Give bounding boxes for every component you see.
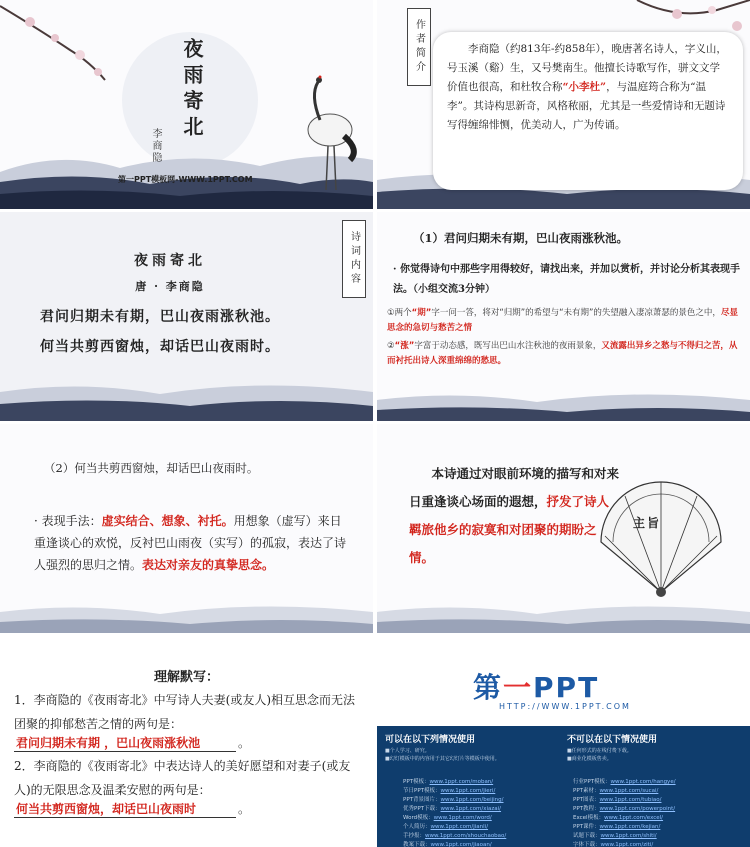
fan-icon <box>601 482 721 597</box>
answer-1-highlight: 尽显思念的急切与愁苦之情 <box>387 308 738 333</box>
bio-text-2: ，与温庭筠合称为“温李”。其诗构思新奇，风格秾丽，尤其是一些爱情诗和无题诗写得缠绵悱恻，优美动人，广为传诵。 <box>447 81 726 131</box>
slide-analysis-1[interactable] <box>377 212 750 421</box>
allowed-note: ■个人学习、研究。 <box>385 748 430 754</box>
slide-author: 李商隐 <box>150 128 161 164</box>
dictation-question-2: 2．李商隐的《夜雨寄北》中表达诗人的美好愿望和对妻子(或友人)的无限思念及温柔安慰的两句是： <box>14 759 351 797</box>
theme-text-plain: 本诗通过对眼前环境的描写和对来日重逢谈心场面的遐想， <box>409 466 620 509</box>
link-row[interactable]: 教案下载：www.1ppt.com/jiaoan/ <box>403 842 492 847</box>
link-row[interactable]: 行业PPT模板：www.1ppt.com/hangye/ <box>573 779 676 785</box>
slide-title-text: 夜雨寄北 <box>180 38 204 142</box>
link-row[interactable]: 节日PPT模板：www.1ppt.com/jieri/ <box>403 788 496 794</box>
link-row[interactable]: PPT背景图片：www.1ppt.com/beijing/ <box>403 797 504 803</box>
disallowed-title: 不可以在以下情况使用 <box>567 735 658 745</box>
analysis-text: 用想象（虚写）来日重逢谈心的欢悦，反衬巴山雨夜（实写）的孤寂，表达了诗人强烈的思归之情。 <box>34 514 347 572</box>
slide-author-intro[interactable] <box>377 0 750 209</box>
analysis-conclusion: 表达对亲友的真挚思念。 <box>142 558 275 572</box>
dictation-end-mark-2: 。 <box>238 802 251 816</box>
link-row[interactable]: PPT图表：www.1ppt.com/tubiao/ <box>573 797 662 803</box>
bio-text-1: 李商隐（约813年-约858年），晚唐著名诗人，字义山，号玉溪（谿）生，又号樊南生。他擅长诗歌写作，骈文文学价值也很高，和杜牧合称 <box>447 43 727 93</box>
slide-brand[interactable] <box>377 636 750 847</box>
answer-1 <box>387 306 743 336</box>
link-row[interactable]: 个人简历：www.1ppt.com/jianli/ <box>403 824 489 830</box>
theme-text <box>409 460 619 572</box>
poem-line-2: 何当共剪西窗烛，却话巴山夜雨时。 <box>40 339 280 355</box>
section-tag: 作者简介 <box>407 8 431 86</box>
answer-2-text: 字富于动态感，既写出巴山水注秋池的夜雨景象， <box>414 341 602 351</box>
logo-part-2: 一 <box>503 671 534 704</box>
fan-label: 主旨 <box>633 516 662 530</box>
answer-1-word: “期” <box>411 308 432 318</box>
poem-title: 夜雨寄北 <box>134 253 206 269</box>
links-left <box>403 778 583 847</box>
disallowed-usage <box>567 732 747 763</box>
analysis-heading: （2）何当共剪西窗烛，却话巴山夜雨时。 <box>44 461 259 475</box>
dictation-answer-1[interactable]: 君问归期未有期 ，巴山夜雨涨秋池 <box>14 734 236 752</box>
section-tag: 诗词内容 <box>342 220 366 298</box>
allowed-title: 可以在以下列情况使用 <box>385 735 476 745</box>
technique-highlight: 虚实结合、想象、衬托。 <box>101 514 234 528</box>
slide-footer-brand: 第一PPT模板网-WWW.1PPT.COM <box>118 175 253 184</box>
disallowed-note: ■商业化模板售卖。 <box>567 756 612 762</box>
slide-title[interactable] <box>0 0 373 209</box>
theme-text-highlight: 抒发了诗人羁旅他乡的寂寞和对团聚的期盼之情。 <box>409 494 610 565</box>
poem-author: 唐 · 李商隐 <box>135 280 205 293</box>
link-row[interactable]: 手抄报：www.1ppt.com/shouchaobao/ <box>403 833 507 839</box>
brand-header <box>377 636 750 726</box>
link-row[interactable]: Excel模板：www.1ppt.com/excel/ <box>573 815 664 821</box>
answer-1-prefix: ①两个 <box>387 308 412 318</box>
logo-part-1: 第 <box>473 671 504 704</box>
slide-dictation[interactable] <box>0 636 373 847</box>
brand-logo <box>473 666 599 706</box>
allowed-usage <box>385 732 565 763</box>
analysis-question: · 你觉得诗句中那些字用得较好，请找出来，并加以赏析，并讨论分析其表现手法。（小组交流3分钟） <box>393 264 740 295</box>
link-row[interactable]: PPT素材：www.1ppt.com/sucai/ <box>573 788 659 794</box>
dictation-end-mark-1: 。 <box>238 736 251 750</box>
answer-2-prefix: ② <box>387 341 395 351</box>
dictation-answer-2[interactable]: 何当共剪西窗烛，却话巴山夜雨时 <box>14 800 236 818</box>
links-right <box>573 778 750 847</box>
link-row[interactable]: 字体下载：www.1ppt.com/ziti/ <box>573 842 654 847</box>
bio-card <box>433 32 743 190</box>
brand-url[interactable]: HTTP://WWW.1PPT.COM <box>499 702 631 711</box>
link-row[interactable]: PPT课件：www.1ppt.com/kejian/ <box>573 824 661 830</box>
link-row[interactable]: PPT模板：www.1ppt.com/moban/ <box>403 779 494 785</box>
analysis-body <box>34 510 350 576</box>
allowed-note: ■幻灯模板中的内容用于其它幻灯片等模板中使用。 <box>385 756 500 762</box>
poem-line-1: 君问归期未有期，巴山夜雨涨秋池。 <box>40 309 280 325</box>
link-row[interactable]: 优秀PPT下载：www.1ppt.com/xiazai/ <box>403 806 502 812</box>
analysis-answers <box>387 306 743 372</box>
logo-part-3: PPT <box>533 671 600 704</box>
bio-highlight: “小李杜” <box>562 81 607 93</box>
technique-label: · 表现手法： <box>34 514 102 528</box>
link-row[interactable]: 试题下载：www.1ppt.com/shiti/ <box>573 833 657 839</box>
slide-poem[interactable] <box>0 212 373 421</box>
answer-2-highlight: 又流露出异乡之愁与不得归之苦，从而衬托出诗人深重绵绵的愁思。 <box>387 341 738 366</box>
analysis-heading: （1）君问归期未有期，巴山夜雨涨秋池。 <box>413 231 628 245</box>
slide-analysis-2[interactable] <box>0 424 373 633</box>
link-row[interactable]: PPT教程：www.1ppt.com/powerpoint/ <box>573 806 676 812</box>
answer-2-word: “涨” <box>394 341 415 351</box>
dictation-question-1: 1．李商隐的《夜雨寄北》中写诗人夫妻(或友人)相互思念而无法团聚的抑郁愁苦之情的两句是： <box>14 693 356 731</box>
slide-theme[interactable] <box>377 424 750 633</box>
usage-panel <box>377 726 750 847</box>
answer-1-text: 字一问一答，将对“归期”的希望与“未有期”的失望融入凄凉萧瑟的景色之中， <box>431 308 721 318</box>
link-row[interactable]: Word模板：www.1ppt.com/word/ <box>403 815 492 821</box>
disallowed-note: ■任何形式的在线付费下载。 <box>567 748 632 754</box>
dictation-heading: 理解默写： <box>153 670 219 685</box>
answer-2 <box>387 339 743 369</box>
